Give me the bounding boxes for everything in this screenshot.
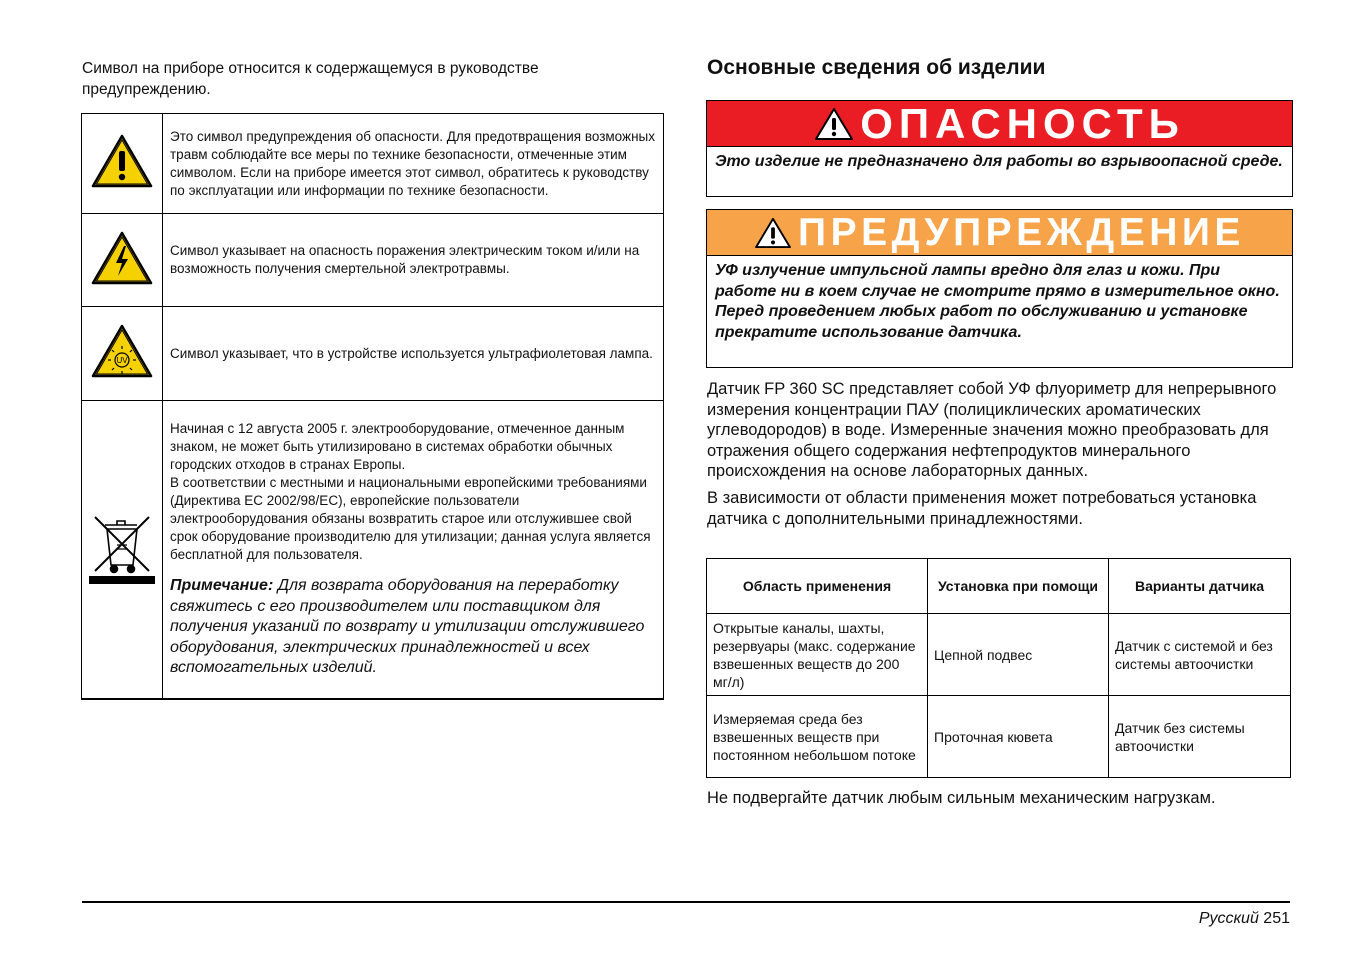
table-row (82, 114, 664, 214)
crossed-bin-icon (89, 509, 155, 585)
danger-header (707, 101, 1292, 147)
danger-message: Это изделие не предназначено для работы во взрывоопасной среде. (715, 153, 1283, 170)
table-cell: Цепной подвес (928, 614, 1109, 696)
table-cell: Датчик без системы автоочистки (1109, 696, 1291, 778)
table-cell: Открытые каналы, шахты, резервуары (макс. содержание взвешенных веществ до 200 мг/л) (707, 614, 928, 696)
table-header-row (707, 559, 1291, 614)
warning-label: ПРЕДУПРЕЖДЕНИЕ (798, 210, 1245, 254)
table-cell: Датчик с системой и без системы автоочистки (1109, 614, 1291, 696)
icon-cell (82, 114, 163, 214)
uv-lamp-icon-label: UV (116, 356, 128, 365)
table-cell: Проточная кювета (928, 696, 1109, 778)
warning-triangle-icon (91, 134, 153, 188)
table-row (82, 214, 664, 307)
weee-text-2: В соответствии с местными и национальными европейскими требованиями (Директива ЕС 2002/98/ЕС), европейские пользователи электрооборудования обязаны возвратить старое или отслужившее свой срок оборудование производителю для утилизации; данная услуга является бесплатной для пользователя. (170, 475, 651, 562)
column-header: Варианты датчика (1109, 559, 1291, 614)
weee-text-1: Начиная с 12 августа 2005 г. электрооборудование, отмеченное данным знаком, не может быть утилизировано в системах обработки обычных городских отходов в странах Европы. (170, 421, 625, 472)
warning-message: УФ излучение импульсной лампы вредно для глаз и кожи. При работе ни в коем случае не смотрите прямо в измерительное окно. Перед проведением любых работ по обслуживанию и установке прекратите использование датчика. (715, 262, 1280, 341)
closing-paragraph: Не подвергайте датчик любым сильным механическим нагрузкам. (707, 789, 1216, 807)
column-header: Установка при помощи (928, 559, 1109, 614)
table-cell: Измеряемая среда без взвешенных веществ при постоянном небольшом потоке (707, 696, 928, 778)
column-header: Область применения (707, 559, 928, 614)
symbol-table (81, 113, 664, 700)
weee-note (170, 576, 655, 679)
icon-cell (82, 307, 163, 401)
note-text: Для возврата оборудования на переработку свяжитесь с его производителем или поставщиком для получения указаний по возврату и утилизации отслужившего оборудования, электрических принадлежностей и всех вспомогательных изделий. (170, 577, 645, 676)
symbol-description: Это символ предупреждения об опасности. Для предотвращения возможных травм соблюдайте все меры по технике безопасности, отмеченные этим символом. Если на приборе имеется этот символ, обратитесь к руководству по эксплуатации или информации по технике безопасности. (163, 114, 664, 214)
accessories-paragraph: В зависимости от области применения может потребоваться установка датчика с дополнительными принадлежностями. (707, 489, 1257, 528)
description-paragraph: Датчик FP 360 SC представляет собой УФ флуориметр для непрерывного измерения концентрации ПАУ (полициклических ароматических углеводородов) в воде. Измеренные значения можно преобразовать для отражения общего содержания нефтепродуктов минерального происхождения на основе лабораторных данных. (707, 380, 1277, 480)
footer-language: Русский (1198, 910, 1259, 927)
danger-warning-icon (814, 107, 854, 141)
application-table (706, 558, 1291, 778)
table-row (82, 401, 664, 699)
electric-shock-icon (91, 231, 153, 285)
symbol-description (163, 401, 664, 699)
table-row (707, 614, 1291, 696)
intro-text: Символ на приборе относится к содержащемуся в руководстве предупреждению. (82, 60, 539, 98)
warning-warning-icon (754, 217, 792, 249)
note-label: Примечание: (170, 577, 274, 594)
warning-header (707, 210, 1292, 256)
icon-cell (82, 214, 163, 307)
table-row (82, 307, 664, 401)
table-row (707, 696, 1291, 778)
section-heading: Основные сведения об изделии (707, 56, 1046, 79)
page-footer (1199, 910, 1290, 928)
footer-rule (82, 901, 1290, 903)
danger-label: ОПАСНОСТЬ (860, 99, 1185, 147)
page-number: 251 (1263, 910, 1290, 927)
warning-box (706, 209, 1293, 368)
uv-lamp-icon (91, 324, 153, 378)
icon-cell (82, 401, 163, 699)
symbol-description: Символ указывает, что в устройстве используется ультрафиолетовая лампа. (163, 307, 664, 401)
symbol-description: Символ указывает на опасность поражения электрическим током и/или на возможность получения смертельной электротравмы. (163, 214, 664, 307)
danger-box (706, 100, 1293, 197)
